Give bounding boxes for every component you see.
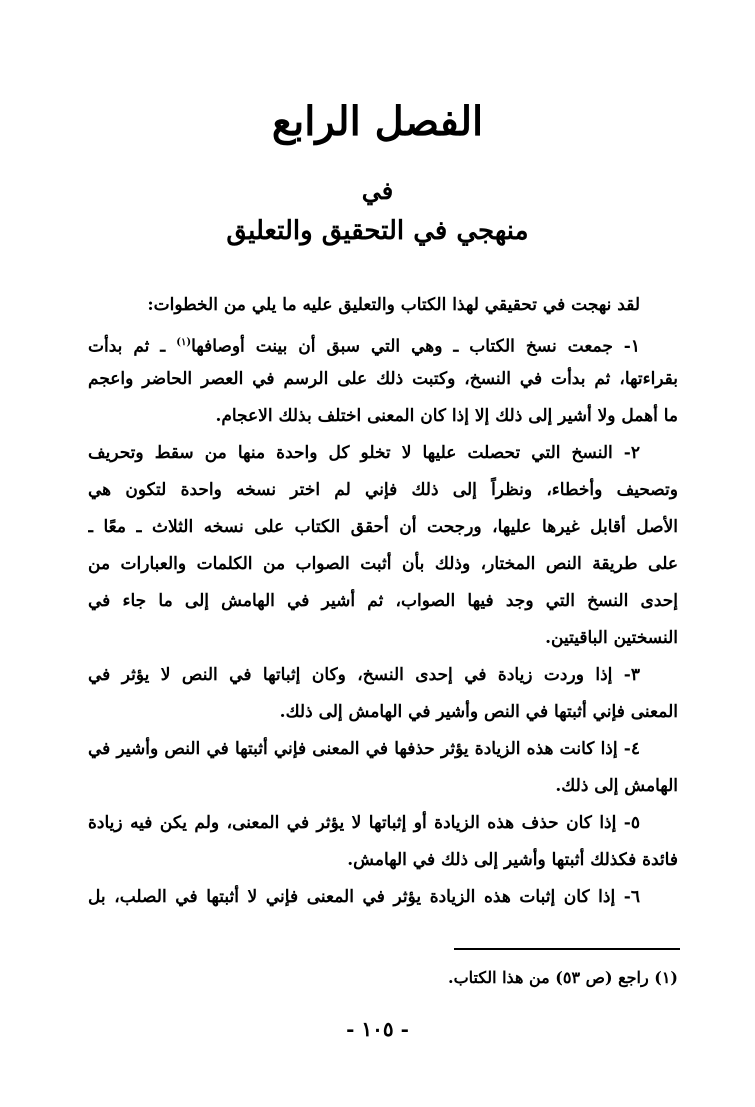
body-text [88,287,678,916]
item-2-line-2: وتصحيف وأخطاء، ونظراً إلى ذلك فإني لم اختر نسخه واحدة لتكون هي [88,480,678,500]
item-2-line-5: إحدى النسخ التي وجد فيها الصواب، ثم أشير في الهامش إلى ما جاء في [88,591,678,611]
item-1-text: ١- جمعت نسخ الكتاب ـ وهي التي سبق أن بينت أوصافها [191,336,640,357]
item-4-line-1: ٤- إذا كانت هذه الزيادة يؤثر حذفها في المعنى فإني أثبتها في النص وأشير في [88,739,640,759]
item-5-line-1: ٥- إذا كان حذف هذه الزيادة أو إثباتها لا يؤثر في المعنى، ولم يكن فيه زيادة [88,813,640,833]
footnote: (١) راجع (ص ٥٣) من هذا الكتاب. [448,968,678,987]
chapter-title: الفصل الرابع [271,98,484,145]
item-2-line-4: على طريقة النص المختار، وذلك بأن أثبت الصواب من الكلمات والعبارات من [88,554,678,574]
footnote-divider [454,948,680,950]
item-2-line-1: ٢- النسخ التي تحصلت عليها لا تخلو كل واحدة منها من سقط وتحريف [88,443,640,463]
footnote-reference: (١) [176,337,192,348]
section-title: منهجي في التحقيق والتعليق [226,216,529,246]
item-4-line-2: الهامش إلى ذلك. [555,776,678,796]
item-2-line-3: الأصل أقابل غيرها عليها، ورجحت أن أحقق الكتاب على نسخه الثلاث ـ معًا ـ [88,517,678,537]
intro-line: لقد نهجت في تحقيقي لهذا الكتاب والتعليق عليه ما يلي من الخطوات: [147,295,640,315]
item-5-line-2: فائدة فكذلك أثبتها وأشير إلى ذلك في الهامش. [347,850,678,870]
item-1-line-1 [88,324,678,361]
item-2-line-6: النسختين الباقيتين. [545,628,678,648]
page-number: - ١٠٥ - [346,1017,409,1041]
item-1-line-3: ما أهمل ولا أشير إلى ذلك إلا إذا كان المعنى اختلف بذلك الاعجام. [215,406,678,426]
item-1-line-2: بقراءتها، ثم بدأت في النسخ، وكتبت ذلك على الرسم في العصر الحاضر واعجم [88,369,678,389]
item-3-line-2: المعنى فإني أثبتها في النص وأشير في الهامش إلى ذلك. [279,702,678,722]
item-6-line-1: ٦- إذا كان إثبات هذه الزيادة يؤثر في المعنى فإني لا أثبتها في الصلب، بل [88,887,640,907]
item-1-text-cont: ـ ثم بدأت [88,336,177,357]
chapter-connector: في [361,176,394,205]
item-3-line-1: ٣- إذا وردت زيادة في إحدى النسخ، وكان إثباتها في النص لا يؤثر في [88,665,640,685]
